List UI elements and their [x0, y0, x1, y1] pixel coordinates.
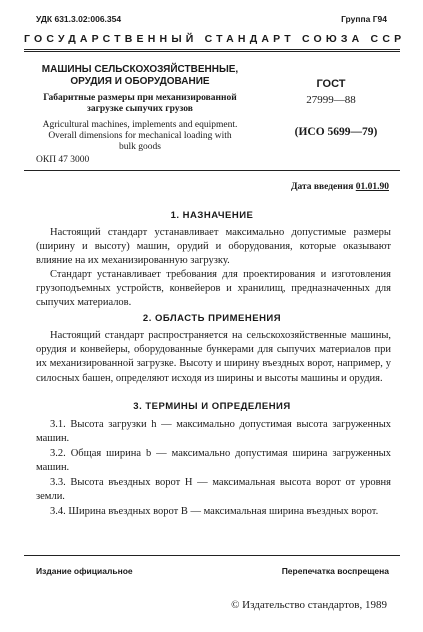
footer-rule: [24, 555, 400, 556]
term-definition: 3.3. Высота въездных ворот H — максимальная высота ворот от уровня земли.: [36, 477, 391, 503]
subtitle-ru-line: загрузке сыпучих грузов: [87, 104, 193, 114]
title-ru: [30, 64, 250, 88]
intro-date-value: 01.01.90: [355, 182, 389, 192]
section-1-heading: 1. НАЗНАЧЕНИЕ: [170, 210, 254, 221]
subtitle-ru: [30, 93, 250, 115]
title-en-line: bulk goods: [119, 142, 161, 152]
title-ru-line: МАШИНЫ СЕЛЬСКОХОЗЯЙСТВЕННЫЕ,: [41, 64, 239, 75]
banner-rule: [24, 49, 400, 50]
udk-code: УДК 631.3.02:006.354: [36, 14, 122, 24]
term-definition: 3.4. Ширина въездных ворот B — максимальная ширина въездных ворот.: [50, 506, 379, 517]
gost-number: 27999—88: [306, 94, 356, 106]
term-definition: 3.2. Общая ширина b — максимально допустимая ширина загруженных машин.: [36, 448, 391, 474]
header-bottom-rule: [24, 170, 400, 171]
section-1-paragraph: Стандарт устанавливает требования для проектирования и изготовления грузоподъемных устройств, конвейеров и хранилищ, предназначенных для сыпучих материалов.: [36, 269, 391, 309]
term-definition: 3.1. Высота загрузки h — максимально допустимая высота загруженных машин.: [36, 419, 391, 445]
intro-date: [291, 182, 389, 192]
section-3-heading: 3. ТЕРМИНЫ И ОПРЕДЕЛЕНИЯ: [133, 401, 291, 412]
section-1-paragraph: Настоящий стандарт устанавливает максимально допустимые размеры (ширину и высоту) машин, орудий и оборудования, которые оказывают влияние на их механизированную загрузку.: [36, 227, 391, 267]
title-en-line: Agricultural machines, implements and equipment.: [42, 120, 238, 130]
banner-rule-double: [24, 51, 400, 52]
state-standard-banner: ГОСУДАРСТВЕННЫЙ СТАНДАРТ СОЮЗА ССР: [24, 33, 406, 45]
iso-reference: (ИСО 5699—79): [294, 126, 378, 138]
section-2-paragraph: Настоящий стандарт распространяется на сельскохозяйственные машины, орудия и конвейеры, оборудованные бункерами для сыпучих материалов при их механизированной загрузке. Высоту и ширину въездных ворот, например, у силосных башен, определяют исходя из ширины и высоты машины и орудия.: [36, 330, 391, 384]
copyright: © Издательство стандартов, 1989: [231, 599, 387, 611]
okp-code: ОКП 47 3000: [36, 155, 90, 165]
official-edition: Издание официальное: [36, 566, 133, 576]
title-en: [30, 120, 250, 153]
subtitle-ru-line: Габаритные размеры при механизированной: [43, 93, 237, 103]
reprint-prohibited: Перепечатка воспрещена: [281, 566, 389, 576]
title-ru-line: ОРУДИЯ И ОБОРУДОВАНИЕ: [70, 76, 210, 87]
title-en-line: Overall dimensions for mechanical loading with: [48, 131, 232, 141]
intro-date-label: Дата введения: [290, 182, 354, 192]
group-code: Группа Г94: [341, 14, 387, 24]
section-2-heading: 2. ОБЛАСТЬ ПРИМЕНЕНИЯ: [142, 313, 282, 324]
gost-label: ГОСТ: [316, 78, 346, 90]
